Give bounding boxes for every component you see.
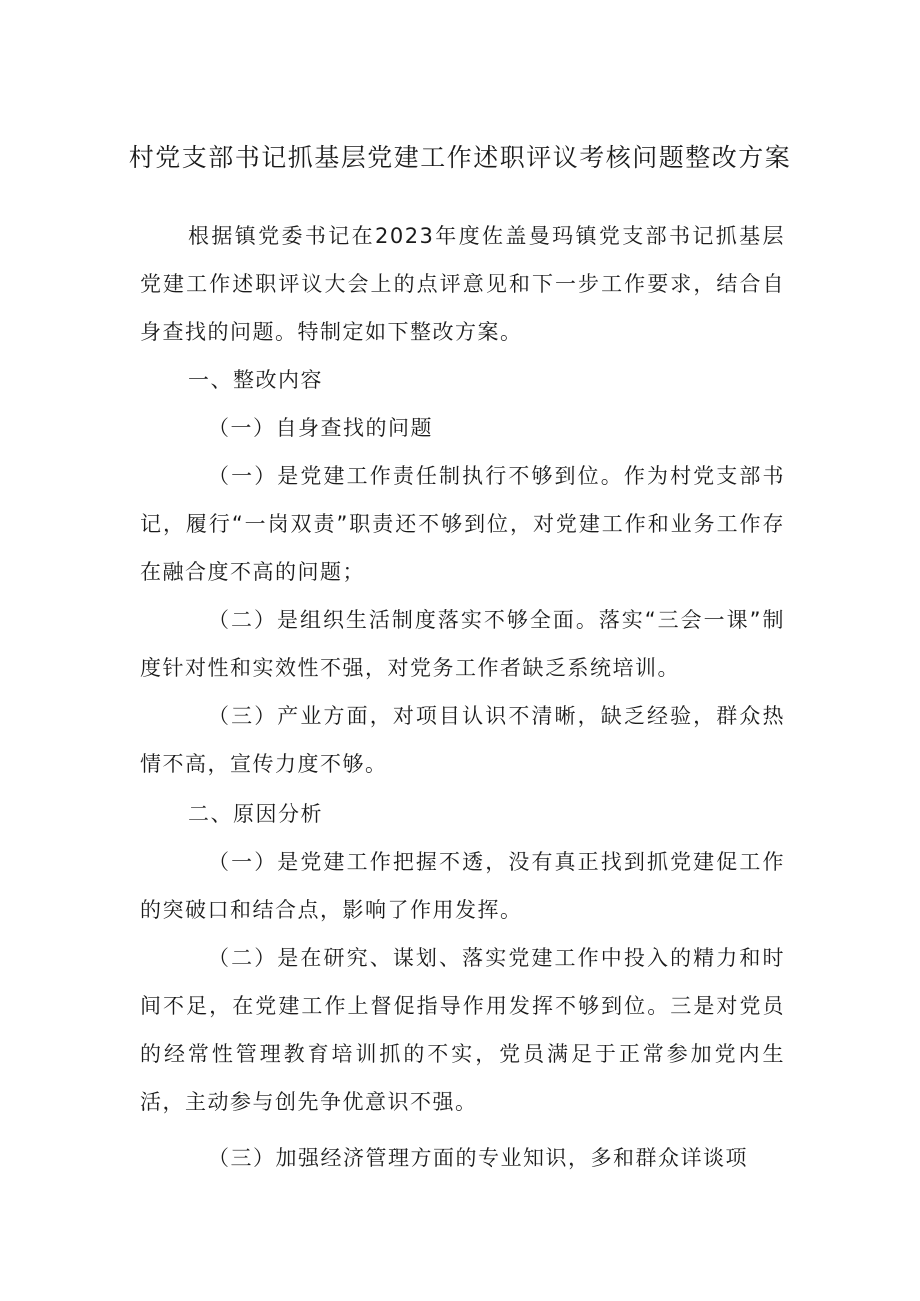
cause-item-2: （二）是在研究、谋划、落实党建工作中投入的精力和时间不足，在党建工作上督促指导作用发挥不够到位。三是对党员的经常性管理教育培训抓的不实，党员满足于正常参加党内生活，主动参与创先争优意识不强。	[140, 946, 785, 1114]
document-title: 村党支部书记抓基层党建工作述职评议考核问题整改方案	[128, 143, 792, 172]
cause-item-3: （三）加强经济管理方面的专业知识，多和群众详谈项	[208, 1146, 748, 1170]
issue-item-2: （二）是组织生活制度落实不够全面。落实“三会一课”制度针对性和实效性不强，对党务工作者缺乏系统培训。	[140, 608, 785, 680]
issue-item-3: （三）产业方面，对项目认识不清晰，缺乏经验，群众热情不高，宣传力度不够。	[140, 704, 785, 776]
section-heading-rectification: 一、整改内容	[188, 368, 323, 392]
section-heading-cause-analysis: 二、原因分析	[188, 802, 323, 826]
intro-paragraph: 根据镇党委书记在2023年度佐盖曼玛镇党支部书记抓基层党建工作述职评议大会上的点评意见和下一步工作要求，结合自身查找的问题。特制定如下整改方案。	[140, 224, 785, 344]
issue-item-1: （一）是党建工作责任制执行不够到位。作为村党支部书记，履行“一岗双责”职责还不够到位，对党建工作和业务工作存在融合度不高的问题；	[140, 464, 785, 584]
subsection-heading-self-check: （一）自身查找的问题	[208, 416, 433, 440]
cause-item-1: （一）是党建工作把握不透，没有真正找到抓党建促工作的突破口和结合点，影响了作用发挥。	[140, 850, 785, 922]
